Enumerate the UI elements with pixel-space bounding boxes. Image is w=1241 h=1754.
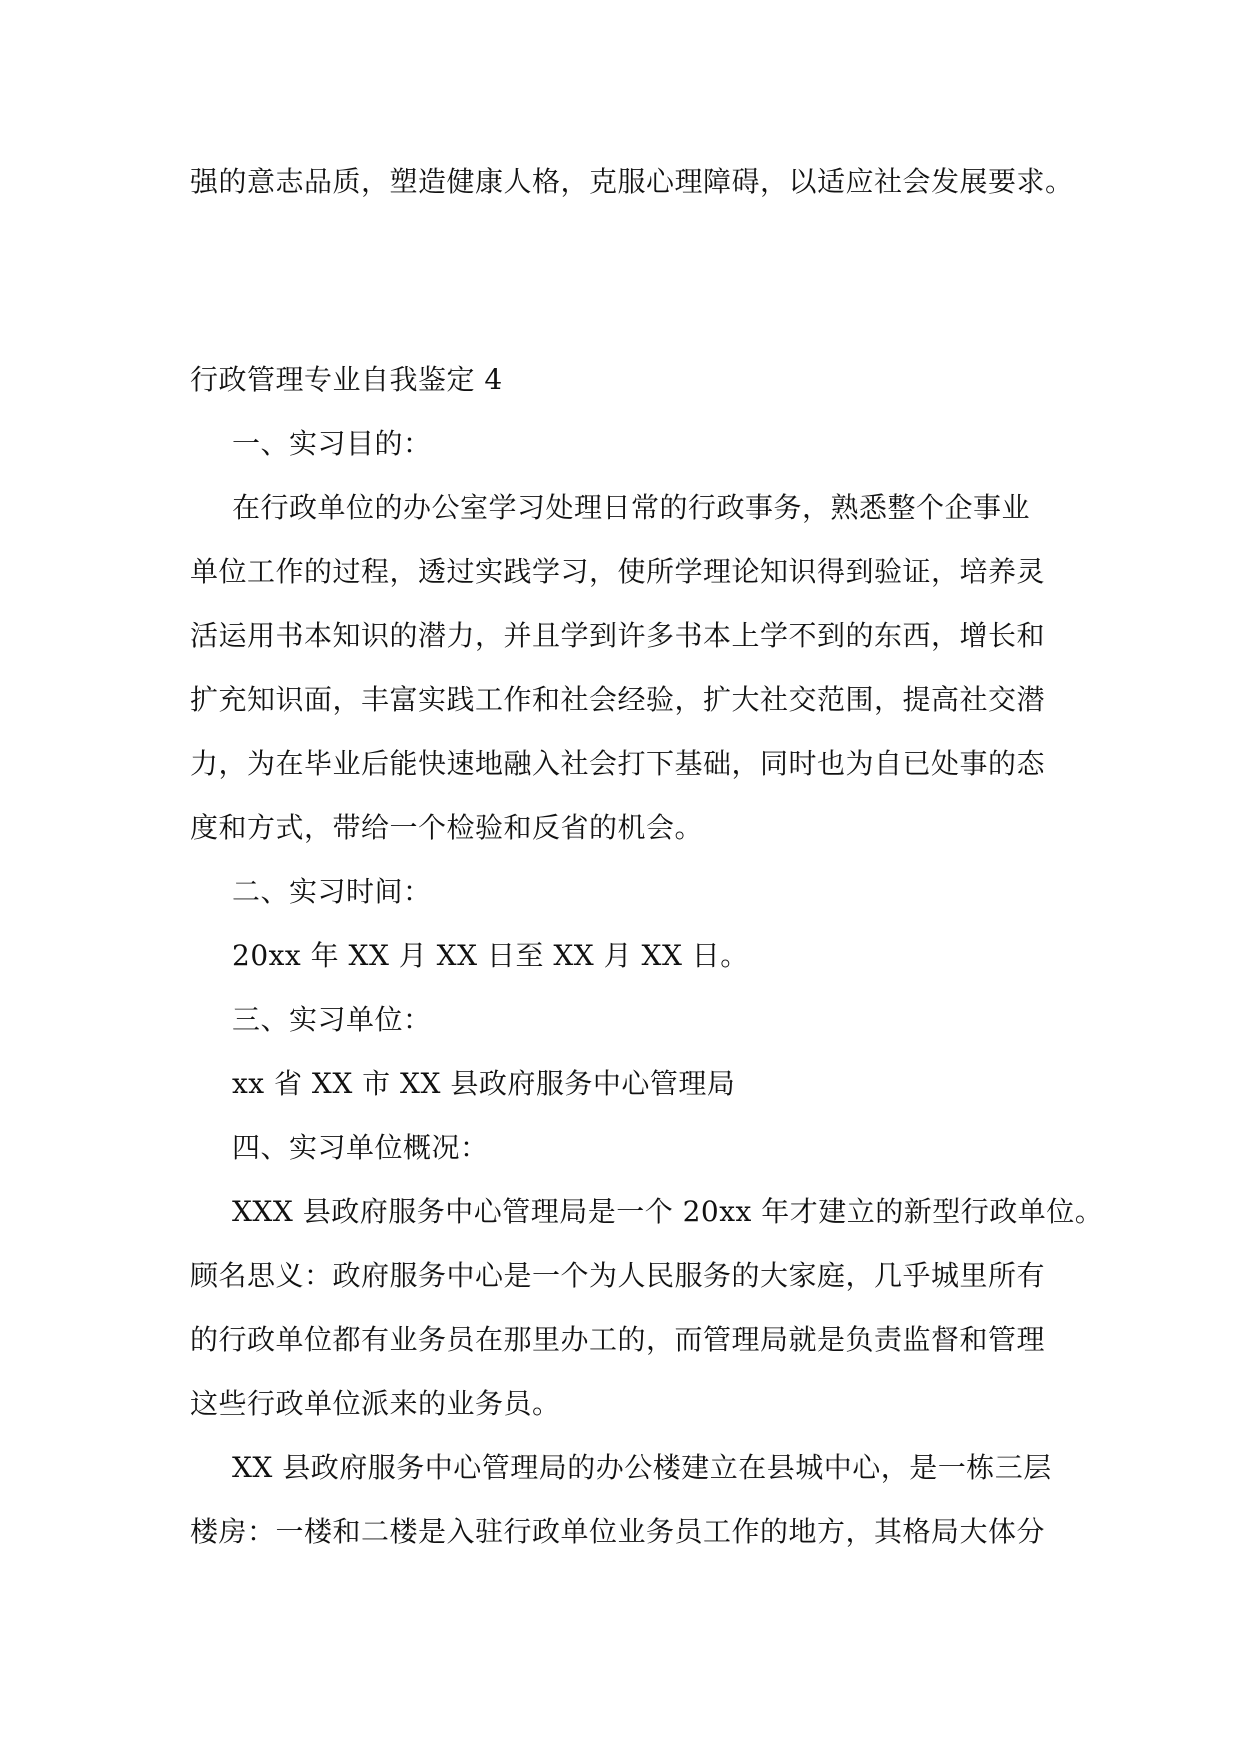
paragraph-line: XXX 县政府服务中心管理局是一个 20xx 年才建立的新型行政单位。 <box>232 1195 1104 1228</box>
heading-unit: 三、实习单位： <box>232 1003 432 1036</box>
paragraph-line: 这些行政单位派来的业务员。 <box>190 1387 561 1420</box>
heading-unit-overview: 四、实习单位概况： <box>232 1131 489 1164</box>
paragraph-line: 单位工作的过程，透过实践学习，使所学理论知识得到验证，培养灵 <box>190 555 1046 588</box>
paragraph-line: 强的意志品质，塑造健康人格，克服心理障碍，以适应社会发展要求。 <box>190 165 1074 198</box>
paragraph-line: 扩充知识面，丰富实践工作和社会经验，扩大社交范围，提高社交潜 <box>190 683 1046 716</box>
paragraph-line: 在行政单位的办公室学习处理日常的行政事务，熟悉整个企事业 <box>232 491 1031 524</box>
paragraph-line: 楼房：一楼和二楼是入驻行政单位业务员工作的地方，其格局大体分 <box>190 1515 1046 1548</box>
paragraph-line: 的行政单位都有业务员在那里办工的，而管理局就是负责监督和管理 <box>190 1323 1046 1356</box>
heading-time: 二、实习时间： <box>232 875 432 908</box>
paragraph-line: 力，为在毕业后能快速地融入社会打下基础，同时也为自已处事的态 <box>190 747 1046 780</box>
paragraph-line: 度和方式，带给一个检验和反省的机会。 <box>190 811 704 844</box>
paragraph-line: 顾名思义：政府服务中心是一个为人民服务的大家庭，几乎城里所有 <box>190 1259 1046 1292</box>
section-title: 行政管理专业自我鉴定 4 <box>190 363 503 396</box>
paragraph-line: xx 省 XX 市 XX 县政府服务中心管理局 <box>232 1067 736 1100</box>
paragraph-line: 活运用书本知识的潜力，并且学到许多书本上学不到的东西，增长和 <box>190 619 1046 652</box>
paragraph-line: XX 县政府服务中心管理局的办公楼建立在县城中心，是一栋三层 <box>232 1451 1052 1484</box>
heading-purpose: 一、实习目的： <box>232 427 432 460</box>
paragraph-line: 20xx 年 XX 月 XX 日至 XX 月 XX 日。 <box>232 939 749 972</box>
